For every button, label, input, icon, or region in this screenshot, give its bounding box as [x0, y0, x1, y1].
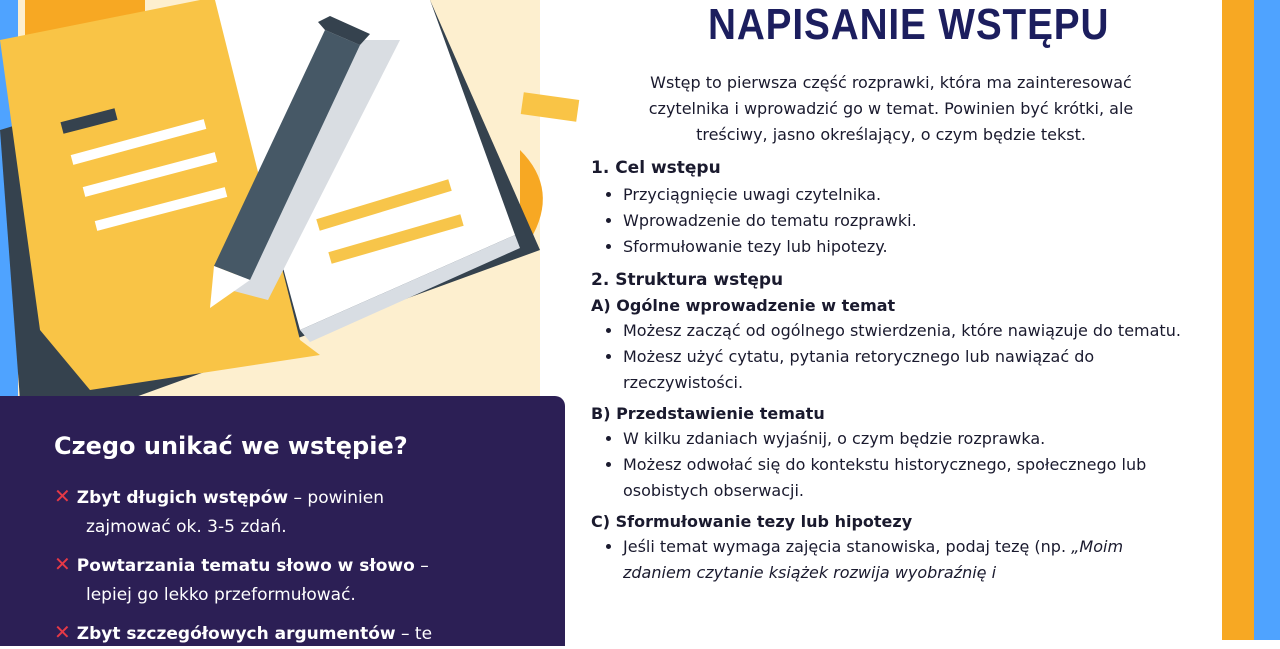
cross-icon: ✕: [54, 552, 71, 576]
cross-icon: ✕: [54, 620, 71, 644]
structure-b-list: [591, 426, 1191, 504]
avoid-item: ✕ Zbyt szczegółowych argumentów – te: [54, 620, 433, 644]
list-item: • Sformułowanie tezy lub hipotezy.: [623, 234, 1191, 260]
list-item: • Możesz użyć cytatu, pytania retorycznego lub nawiązać do rzeczywistości.: [623, 344, 1191, 396]
list-item: • W kilku zdaniach wyjaśnij, o czym będzie rozprawka.: [623, 426, 1191, 452]
structure-a-list: [591, 318, 1191, 396]
subsection-heading: B) Przedstawienie tematu: [591, 404, 825, 423]
subsection-heading: C) Sformułowanie tezy lub hipotezy: [591, 512, 913, 531]
list-item: • Przyciągnięcie uwagi czytelnika.: [623, 182, 1191, 208]
avoid-title: Czego unikać we wstępie?: [54, 432, 408, 460]
avoid-item: ✕ Powtarzania tematu słowo w słowo – lepiej go lekko przeformułować.: [54, 552, 429, 605]
avoid-item: ✕ Zbyt długich wstępów – powinien zajmować ok. 3-5 zdań.: [54, 484, 384, 537]
list-item: • Jeśli temat wymaga zajęcia stanowiska, podaj tezę (np. „Moim zdaniem czytanie książek rozwija wyobraźnię i: [623, 534, 1191, 586]
right-blue-bar: [1254, 0, 1280, 640]
list-item: • Możesz odwołać się do kontekstu historycznego, społecznego lub osobistych obserwacji.: [623, 452, 1191, 504]
intro-paragraph: Wstęp to pierwsza część rozprawki, która ma zainteresować czytelnika i wprowadzić go w temat. Powinien być krótki, ale treściwy, jasno określający, o czym będzie tekst.: [648, 73, 1134, 144]
right-orange-bar: [1222, 0, 1254, 640]
cross-icon: ✕: [54, 484, 71, 508]
goal-list: [591, 182, 1191, 260]
book-with-pencil-icon: [0, 0, 580, 420]
main-content: [591, 70, 1191, 586]
list-item: • Wprowadzenie do tematu rozprawki.: [623, 208, 1191, 234]
list-item: • Możesz zacząć od ogólnego stwierdzenia, które nawiązuje do tematu.: [623, 318, 1191, 344]
structure-c-list: [591, 534, 1191, 586]
section-heading: 2. Struktura wstępu: [591, 270, 784, 290]
page-title: NAPISANIE WSTĘPU: [708, 0, 1110, 49]
section-heading: 1. Cel wstępu: [591, 158, 721, 178]
subsection-heading: A) Ogólne wprowadzenie w temat: [591, 296, 896, 315]
